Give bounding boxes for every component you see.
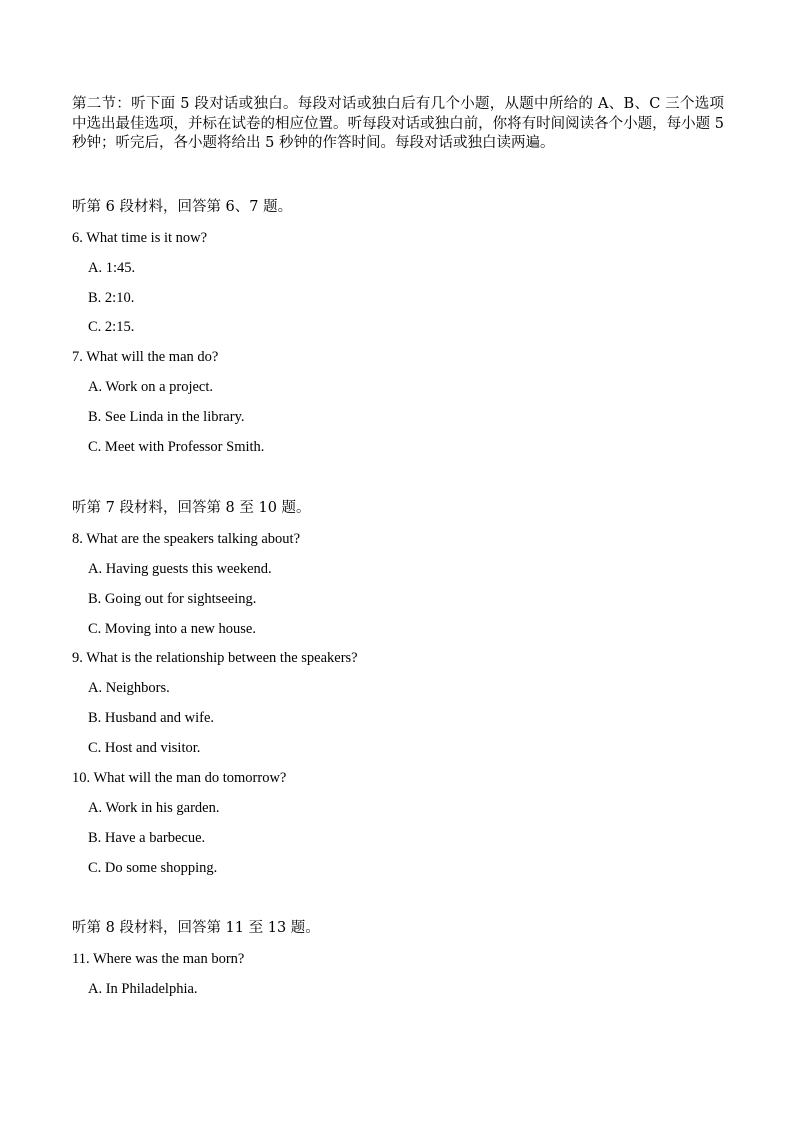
question-11-option-a[interactable]: A. In Philadelphia. <box>88 981 198 997</box>
question-8-option-a[interactable]: A. Having guests this weekend. <box>88 561 272 577</box>
question-8-option-c[interactable]: C. Moving into a new house. <box>88 621 256 637</box>
question-10-option-b[interactable]: B. Have a barbecue. <box>88 830 206 846</box>
question-10-option-a[interactable]: A. Work in his garden. <box>88 800 220 816</box>
question-6-option-a[interactable]: A. 1:45. <box>88 260 136 276</box>
section-heading-7: 听第 7 段材料，回答第 8 至 10 题。 <box>72 500 311 516</box>
section-instructions: 第二节：听下面 5 段对话或独白。每段对话或独白后有几个小题，从题中所给的 A、B、C 三个选项中选出最佳选项，并标在试卷的相应位置。听每段对话或独白前，你将有时间阅读各个小题，每小题 5 秒钟；听完后，各小题将给出 5 秒钟的作答时间。每段对话或独白读两遍。 <box>72 96 724 151</box>
question-7-option-a[interactable]: A. Work on a project. <box>88 379 214 395</box>
question-9: 9. What is the relationship between the speakers? <box>72 650 358 666</box>
question-8-option-b[interactable]: B. Going out for sightseeing. <box>88 591 257 607</box>
section-heading-8: 听第 8 段材料，回答第 11 至 13 题。 <box>72 920 320 936</box>
section-heading-6: 听第 6 段材料，回答第 6、7 题。 <box>72 199 293 215</box>
question-7: 7. What will the man do? <box>72 349 219 365</box>
question-6: 6. What time is it now? <box>72 230 208 246</box>
question-7-option-c[interactable]: C. Meet with Professor Smith. <box>88 439 265 455</box>
question-7-option-b[interactable]: B. See Linda in the library. <box>88 409 245 425</box>
question-6-option-b[interactable]: B. 2:10. <box>88 290 135 306</box>
question-9-option-c[interactable]: C. Host and visitor. <box>88 740 201 756</box>
question-10-option-c[interactable]: C. Do some shopping. <box>88 860 218 876</box>
question-6-option-c[interactable]: C. 2:15. <box>88 319 135 335</box>
question-9-option-a[interactable]: A. Neighbors. <box>88 680 170 696</box>
question-9-option-b[interactable]: B. Husband and wife. <box>88 710 215 726</box>
question-10: 10. What will the man do tomorrow? <box>72 770 287 786</box>
question-8: 8. What are the speakers talking about? <box>72 531 301 547</box>
question-11: 11. Where was the man born? <box>72 951 245 967</box>
